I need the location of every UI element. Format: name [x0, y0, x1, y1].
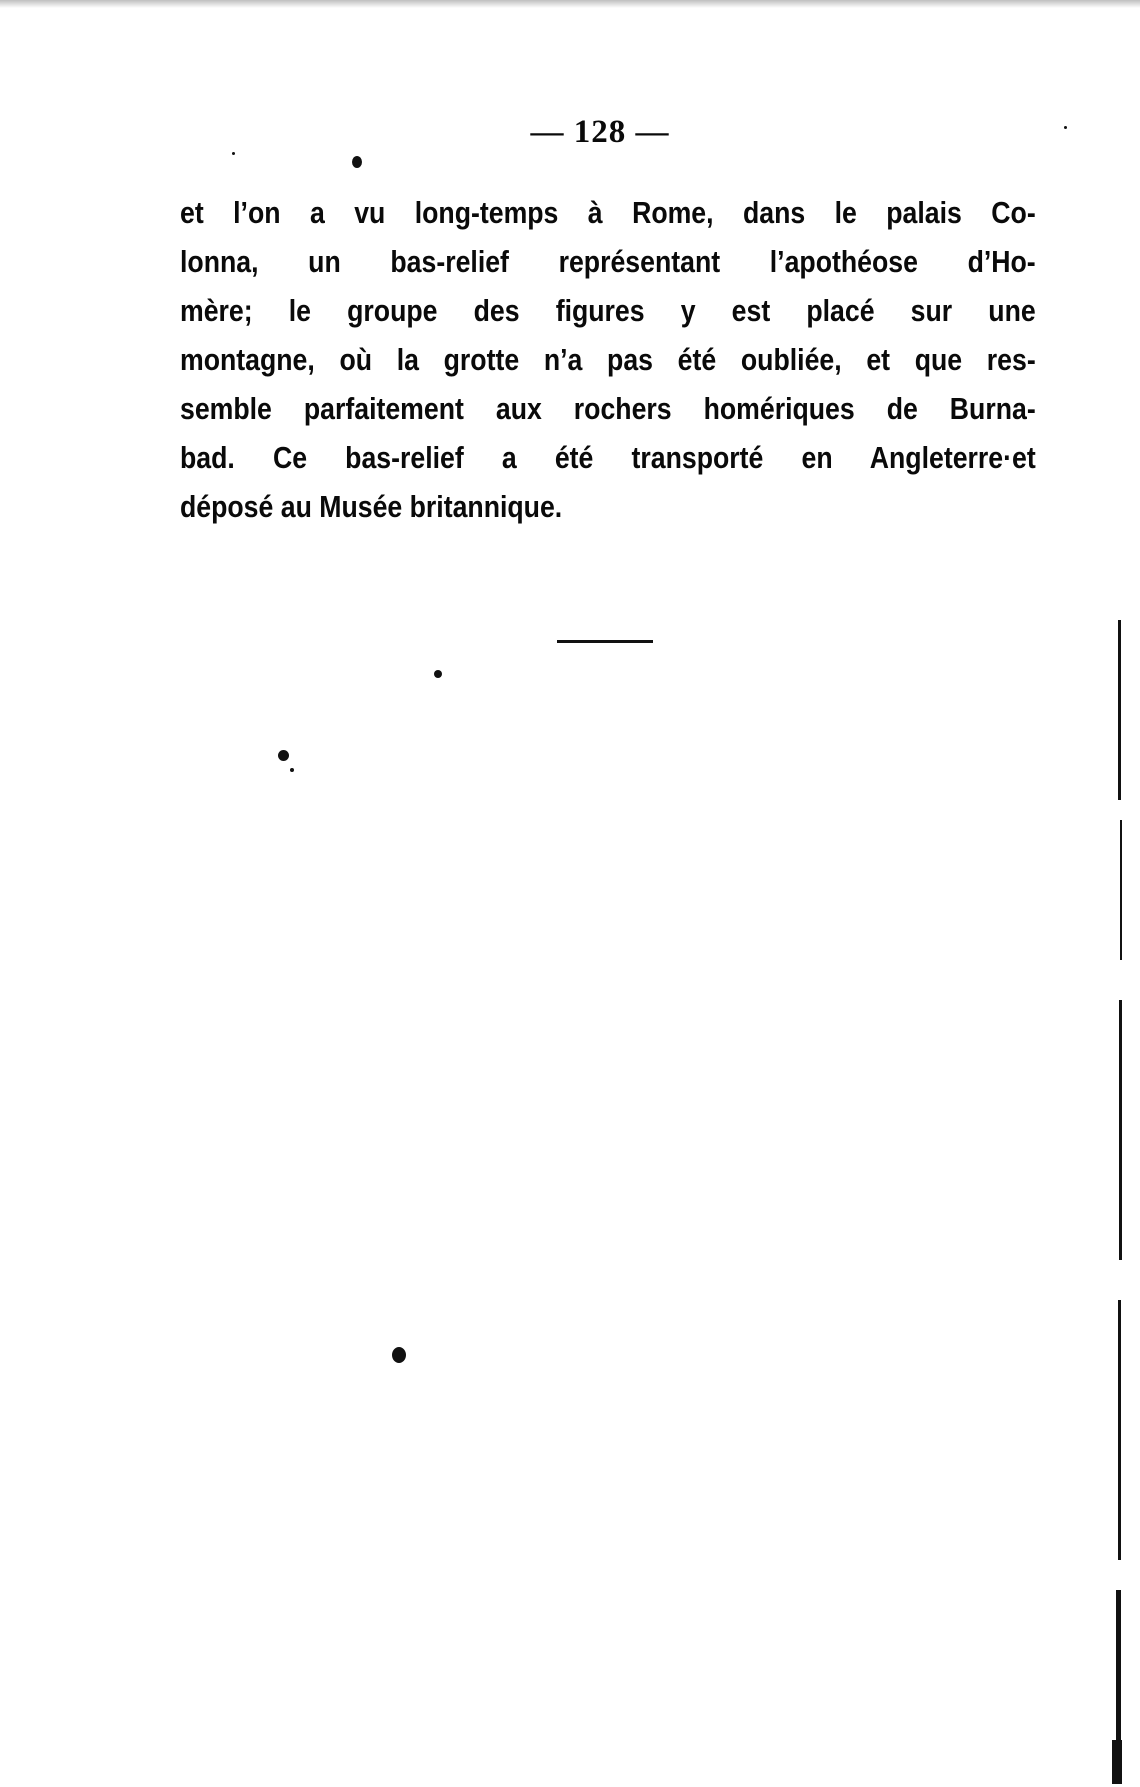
scan-speck: [392, 1347, 406, 1363]
body-text: [180, 188, 1036, 531]
scan-speck: [434, 670, 442, 678]
text-line: mère; le groupe des figures y est placé sur une: [180, 293, 1036, 328]
scan-speck: [1064, 126, 1067, 129]
page-number: — 128 —: [530, 114, 670, 150]
scan-speck: [232, 152, 235, 155]
text-line: bad. Ce bas-relief a été transporté en Angleterre·et: [180, 440, 1036, 475]
scan-speck: [290, 768, 294, 772]
page-edge-mark: [1118, 1300, 1121, 1560]
scan-speck: [352, 156, 362, 168]
text-line: montagne, où la grotte n’a pas été oubliée, et que res-: [180, 342, 1036, 377]
page-top-edge: [0, 0, 1140, 8]
text-line: semble parfaitement aux rochers homériques de Burna-: [180, 391, 1036, 426]
page-edge-mark: [1119, 1000, 1122, 1260]
scan-speck: [278, 750, 289, 761]
section-separator: [557, 640, 653, 643]
text-line: lonna, un bas-relief représentant l’apothéose d’Ho-: [180, 244, 1036, 279]
page-edge-mark: [1112, 1740, 1122, 1784]
text-line: et l’on a vu long-temps à Rome, dans le palais Co-: [180, 195, 1036, 230]
page-edge-mark: [1118, 620, 1121, 800]
text-line: déposé au Musée britannique.: [180, 489, 563, 524]
page-edge-mark: [1120, 820, 1122, 960]
